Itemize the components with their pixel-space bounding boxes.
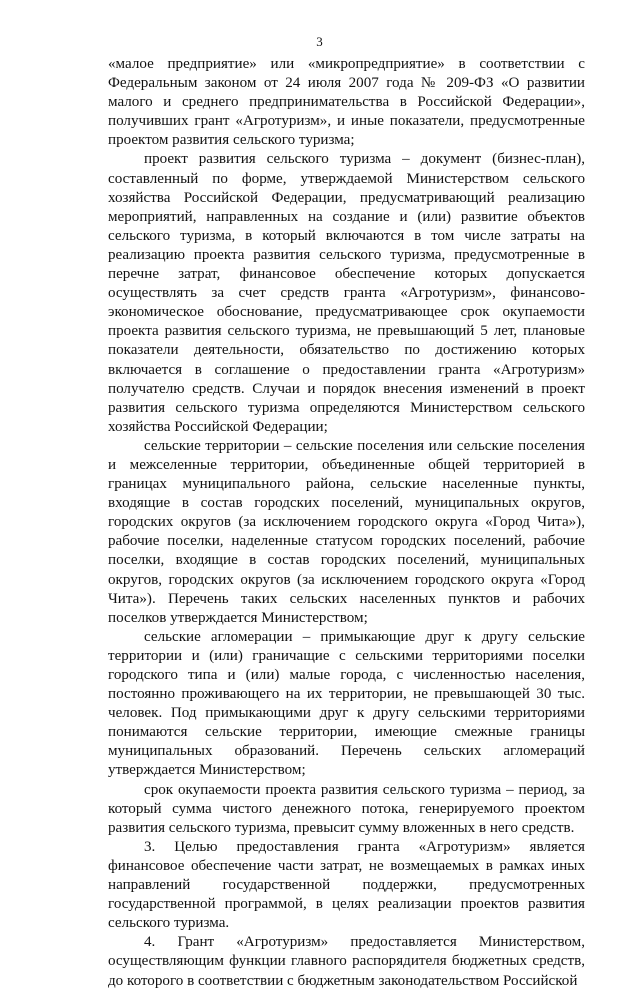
paragraph-rural-agglomerations-definition: сельские агломерации – примыкающие друг к другу сельские территории и (или) граничащие с сельскими территориями поселки городского типа и (или) малые города, с численностью населения, постоянно проживающего на их территории, не превышающей 30 тыс. человек. Под примыкающими друг к другу сельскими территориями понимаются сельские территории, имеющие смежные границы муниципальных образований. Перечень сельских агломераций утверждается Министерством; [108, 628, 585, 779]
paragraph-small-business-definition: «малое предприятие» или «микропредприятие» в соответствии с Федеральным законом от 24 июля 2007 года № 209-ФЗ «О развитии малого и среднего предпринимательства в Российской Федерации», получивших грант «Агротуризм», и иные показатели, предусмотренные проектом развития сельского туризма; [108, 56, 585, 149]
page-number: 3 [316, 34, 323, 49]
document-body [108, 55, 585, 991]
paragraph-section-4-grant-provider: 4. Грант «Агротуризм» предоставляется Министерством, осуществляющим функции главного распорядителя бюджетных средств, до которого в соответствии с бюджетным законодательством Российской [108, 934, 585, 989]
paragraph-rural-territories-definition: сельские территории – сельские поселения или сельские поселения и межселенные территории, объединенные общей территорией в границах муниципального района, сельские населенные пункты, входящие в состав городских поселений, муниципальных округов, городских округов (за исключением городского округа «Город Чита»), рабочие поселки, наделенные статусом городских поселений, рабочие поселки, входящие в состав городских поселений, муниципальных округов, городских округов (за исключением городского округа «Город Чита»). Перечень таких сельских населенных пунктов и рабочих поселков утверждается Министерством; [108, 437, 585, 626]
paragraph-payback-period-definition: срок окупаемости проекта развития сельского туризма – период, за который сумма чистого денежного потока, генерируемого проектом развития сельского туризма, превысит сумму вложенных в него средств. [108, 781, 585, 836]
paragraph-section-3-grant-purpose: 3. Целью предоставления гранта «Агротуризм» является финансовое обеспечение части затрат, не возмещаемых в рамках иных направлений государственной поддержки, предусмотренных государственной программой, в целях реализации проектов развития сельского туризма. [108, 838, 585, 932]
paragraph-rural-tourism-project-definition: проект развития сельского туризма – документ (бизнес-план), составленный по форме, утверждаемой Министерством сельского хозяйства Российской Федерации, предусматривающий реализацию мероприятий, направленных на создание и (или) развитие объектов сельского туризма, в который включаются в том числе затраты на реализацию проекта развития сельского туризма, предусмотренные в перечне затрат, финансовое обеспечение которых допускается осуществлять за счет средств гранта «Агротуризм», финансово-экономическое обоснование, предусматривающее срок окупаемости проекта развития сельского туризма, не превышающий 5 лет, плановые показатели деятельности, обязательство по достижению которых включается в соглашение о предоставлении гранта «Агротуризм» получателю средств. Случаи и порядок внесения изменений в проект развития сельского туризма определяются Министерством сельского хозяйства Российской Федерации; [108, 151, 585, 435]
